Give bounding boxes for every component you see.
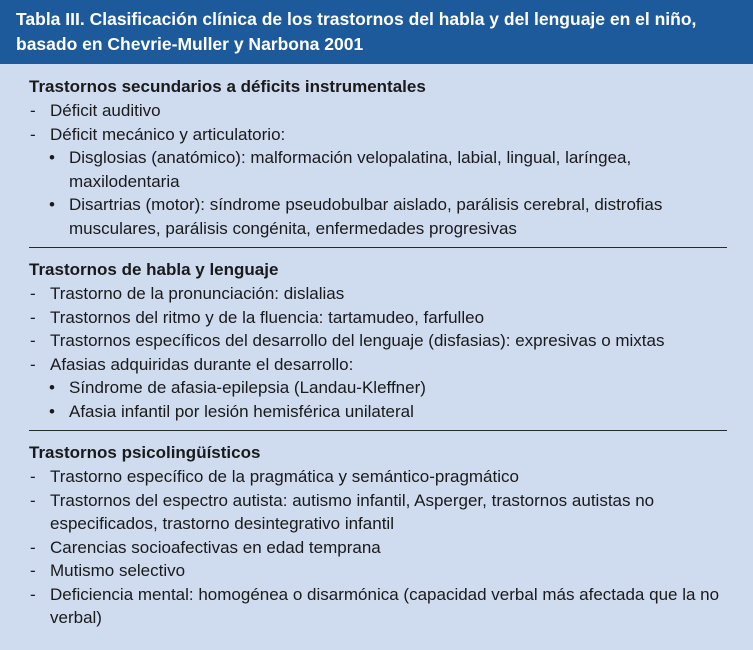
table-header (0, 0, 753, 64)
list-item: - Trastornos del ritmo y de la fluencia: tartamudeo, farfulleo (29, 306, 727, 330)
list-item: - Carencias socioafectivas en edad temprana (29, 536, 727, 560)
sub-list-item: • Afasia infantil por lesión hemisférica unilateral (29, 400, 727, 424)
list-item: - Afasias adquiridas durante el desarrollo: (29, 353, 727, 377)
list-item: - Trastornos específicos del desarrollo del lenguaje (disfasias): expresivas o mixtas (29, 329, 727, 353)
list-item: - Déficit auditivo (29, 99, 727, 123)
section-title: Trastornos psicolingüísticos (29, 443, 261, 462)
section-title: Trastornos secundarios a déficits instrumentales (29, 77, 426, 96)
item-list (29, 465, 727, 630)
section-instrumental-deficits (29, 64, 727, 247)
item-list (29, 99, 727, 146)
section-psycholinguistic (29, 430, 727, 637)
list-item: - Deficiencia mental: homogénea o disarmónica (capacidad verbal más afectada que la no verbal) (29, 583, 727, 630)
section-speech-language (29, 247, 727, 430)
list-item-label: Déficit mecánico y articulatorio: (50, 124, 286, 144)
item-list (29, 282, 727, 376)
table-body (0, 64, 753, 637)
subitem-list (29, 376, 727, 423)
sub-list-item: • Disartrias (motor): síndrome pseudobulbar aislado, parálisis cerebral, distrofias musculares, parálisis congénita, enfermedades progresivas (29, 193, 727, 240)
table-title-line-1: Tabla III. Clasificación clínica de los trastornos del habla y del lenguaje en el niño, (16, 9, 697, 29)
list-item: - Trastornos del espectro autista: autismo infantil, Asperger, trastornos autistas no especificados, trastorno desintegrativo infantil (29, 489, 727, 536)
list-item: - Trastorno específico de la pragmática y semántico-pragmático (29, 465, 727, 489)
list-item (29, 123, 727, 147)
section-title: Trastornos de habla y lenguaje (29, 260, 279, 279)
sub-list-item: • Disglosias (anatómico): malformación velopalatina, labial, lingual, laríngea, maxilodentaria (29, 146, 727, 193)
sub-list-item: • Síndrome de afasia-epilepsia (Landau-Kleffner) (29, 376, 727, 400)
table-title-line-2: basado en Chevrie-Muller y Narbona 2001 (16, 34, 364, 54)
list-item: - Trastorno de la pronunciación: dislalias (29, 282, 727, 306)
list-item: - Mutismo selectivo (29, 559, 727, 583)
subitem-list (29, 146, 727, 240)
